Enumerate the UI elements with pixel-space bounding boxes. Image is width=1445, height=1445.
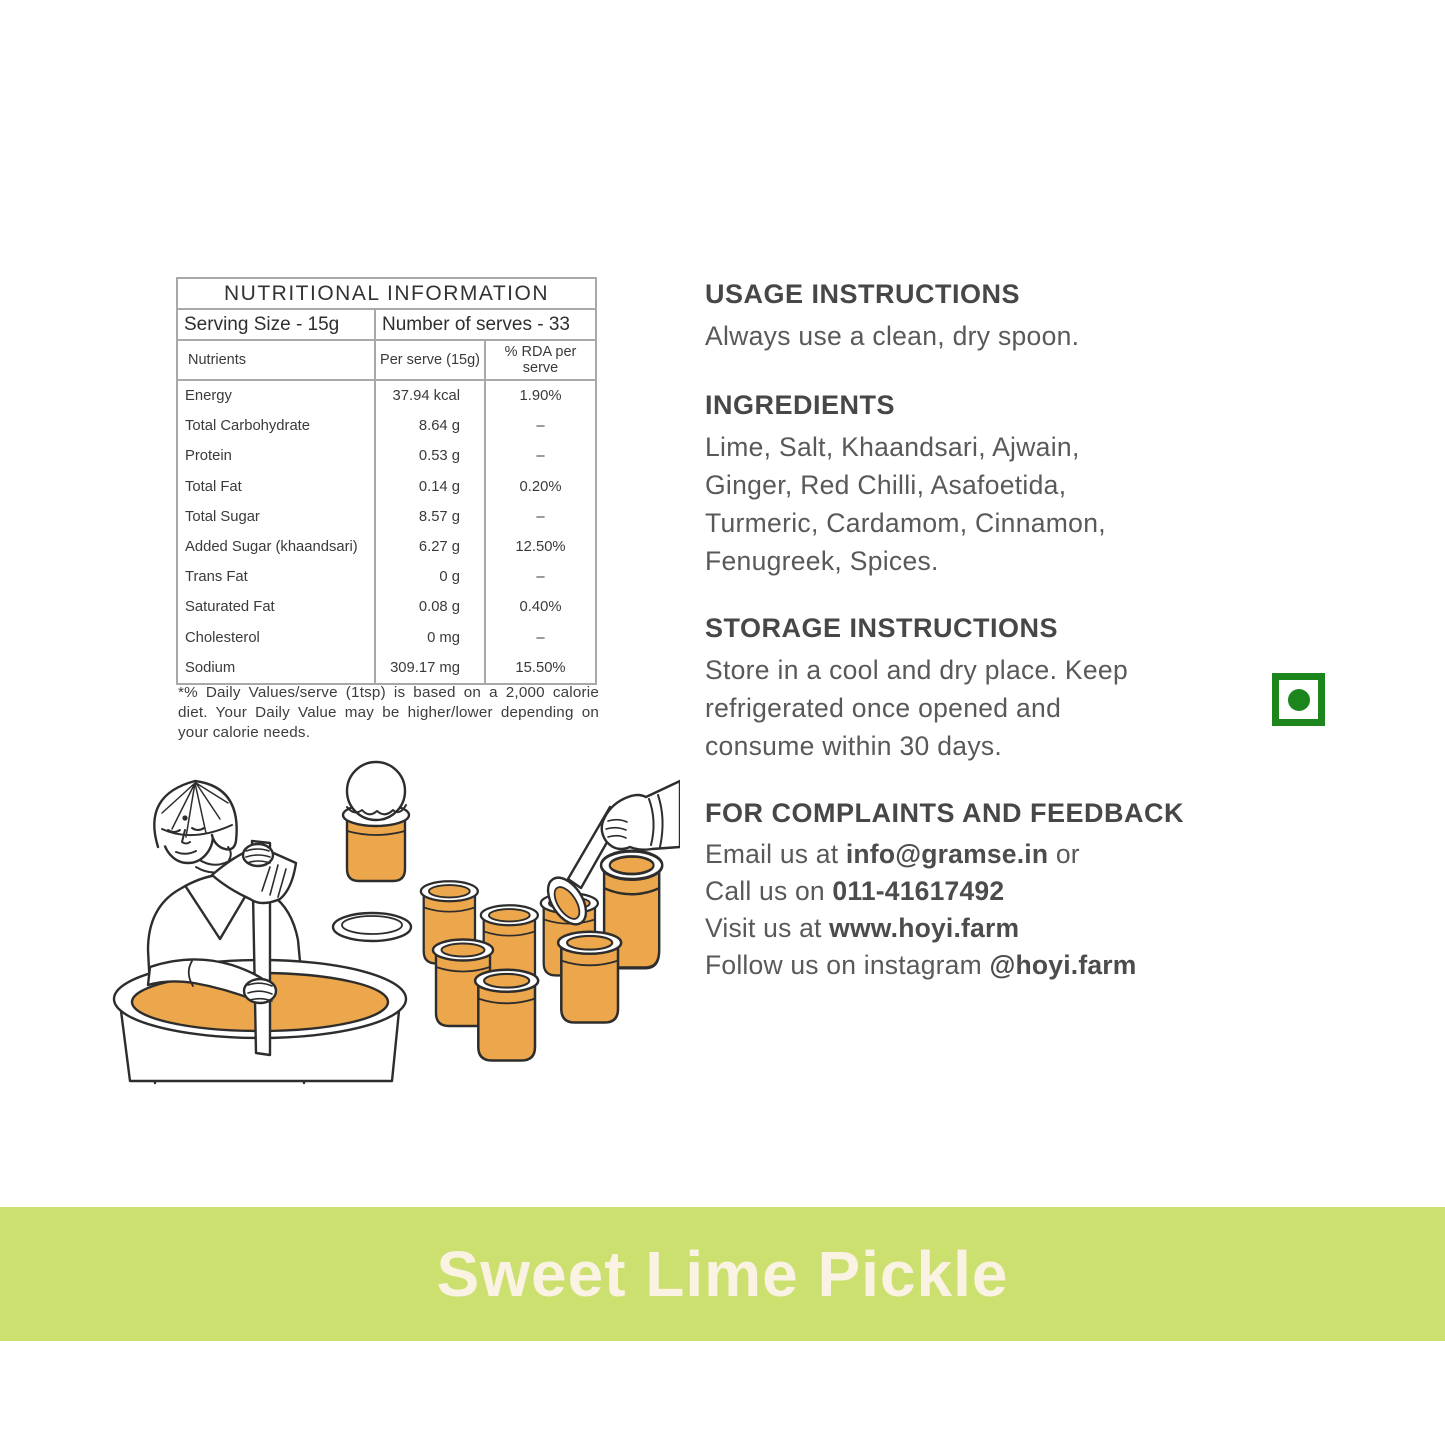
nutrient-name: Energy xyxy=(178,381,376,411)
nutrient-rda: – xyxy=(536,629,545,646)
ingredients-line: Ginger, Red Chilli, Asafoetida, xyxy=(705,470,1067,500)
storage-instructions-title: STORAGE INSTRUCTIONS xyxy=(705,613,1059,643)
daily-value-footnote: *% Daily Values/serve (1tsp) is based on a 2,000 calorie diet. Your Daily Value may be higher/lower depending on your calorie needs. xyxy=(178,684,599,741)
feedback-text: Email us at xyxy=(705,839,846,869)
nutrition-table xyxy=(176,277,597,685)
phone-number: 011-41617492 xyxy=(832,876,1005,906)
nutrient-name: Cholesterol xyxy=(178,623,376,653)
serving-row xyxy=(178,310,595,341)
nutrient-qty: 309.17 mg xyxy=(376,653,486,683)
table-row xyxy=(178,381,595,411)
table-row xyxy=(178,532,595,562)
usage-instructions-title: USAGE INSTRUCTIONS xyxy=(705,279,1021,309)
nutrient-name: Total Fat xyxy=(178,472,376,502)
nutrient-rda: – xyxy=(536,418,545,435)
storage-line: consume within 30 days. xyxy=(705,731,1003,761)
serving-size: Serving Size - 15g xyxy=(178,310,376,339)
feedback-text: Follow us on instagram xyxy=(705,950,990,980)
email-address: info@gramse.in xyxy=(845,839,1049,869)
table-row xyxy=(178,502,595,532)
nutrient-name: Added Sugar (khaandsari) xyxy=(178,532,376,562)
nutrient-rda: 12.50% xyxy=(515,539,566,556)
nutrient-rda: 0.40% xyxy=(519,599,562,616)
nutrient-qty: 0 g xyxy=(376,562,486,592)
feedback-instagram-line xyxy=(705,947,1225,984)
table-row xyxy=(178,411,595,441)
vegetarian-dot xyxy=(1288,689,1310,711)
table-row xyxy=(178,562,595,592)
website-url: www.hoyi.farm xyxy=(829,913,1020,943)
nutrition-table-title: NUTRITIONAL INFORMATION xyxy=(178,279,595,310)
ingredients-line: Lime, Salt, Khaandsari, Ajwain, xyxy=(705,432,1080,462)
ingredients-line: Turmeric, Cardamom, Cinnamon, xyxy=(705,508,1106,538)
nutrient-qty: 0.08 g xyxy=(376,592,486,622)
nutrient-qty: 37.94 kcal xyxy=(376,381,486,411)
table-row xyxy=(178,441,595,471)
nutrient-rda: 15.50% xyxy=(515,659,566,676)
nutrient-name: Total Carbohydrate xyxy=(178,411,376,441)
feedback-section xyxy=(705,798,1225,984)
table-row xyxy=(178,472,595,502)
table-row xyxy=(178,623,595,653)
feedback-email-line xyxy=(705,836,1225,873)
table-row xyxy=(178,653,595,683)
nutrient-rda: 1.90% xyxy=(519,388,562,405)
ingredients-line: Fenugreek, Spices. xyxy=(705,546,939,576)
ingredients-title: INGREDIENTS xyxy=(705,390,896,420)
vegetarian-mark-icon xyxy=(1272,673,1325,726)
ingredients-section xyxy=(705,390,1225,580)
feedback-text: Call us on xyxy=(705,876,833,906)
nutrient-rda: – xyxy=(536,569,545,586)
col-per-serve: Per serve (15g) xyxy=(376,341,486,379)
feedback-text: Visit us at xyxy=(705,913,830,943)
nutrient-name: Total Sugar xyxy=(178,502,376,532)
storage-line: Store in a cool and dry place. Keep xyxy=(705,655,1128,685)
usage-instructions-section xyxy=(705,279,1225,355)
nutrient-qty: 0.14 g xyxy=(376,472,486,502)
nutrient-rda: 0.20% xyxy=(519,478,562,495)
nutrient-qty: 6.27 g xyxy=(376,532,486,562)
feedback-website-line xyxy=(705,910,1225,947)
col-nutrients: Nutrients xyxy=(178,341,376,379)
column-headers xyxy=(178,341,595,381)
table-row xyxy=(178,592,595,622)
feedback-phone-line xyxy=(705,873,1225,910)
usage-instructions-text: Always use a clean, dry spoon. xyxy=(705,321,1080,351)
instagram-handle: @hoyi.farm xyxy=(989,950,1137,980)
storage-line: refrigerated once opened and xyxy=(705,693,1062,723)
nutrient-qty: 8.64 g xyxy=(376,411,486,441)
nutrient-name: Trans Fat xyxy=(178,562,376,592)
number-of-serves: Number of serves - 33 xyxy=(382,313,570,335)
pickle-making-illustration xyxy=(100,755,680,1085)
feedback-text: or xyxy=(1048,839,1080,869)
nutrient-rda: – xyxy=(536,448,545,465)
nutrient-name: Saturated Fat xyxy=(178,592,376,622)
nutrient-rda: – xyxy=(536,508,545,525)
product-name: Sweet Lime Pickle xyxy=(436,1238,1009,1310)
nutrient-name: Sodium xyxy=(178,653,376,683)
nutrient-name: Protein xyxy=(178,441,376,471)
nutrient-qty: 0 mg xyxy=(376,623,486,653)
nutrient-qty: 0.53 g xyxy=(376,441,486,471)
storage-instructions-section xyxy=(705,613,1225,765)
col-rda: % RDA per serve xyxy=(504,344,577,376)
feedback-title: FOR COMPLAINTS AND FEEDBACK xyxy=(705,798,1184,828)
product-banner xyxy=(0,1207,1445,1341)
nutrient-qty: 8.57 g xyxy=(376,502,486,532)
